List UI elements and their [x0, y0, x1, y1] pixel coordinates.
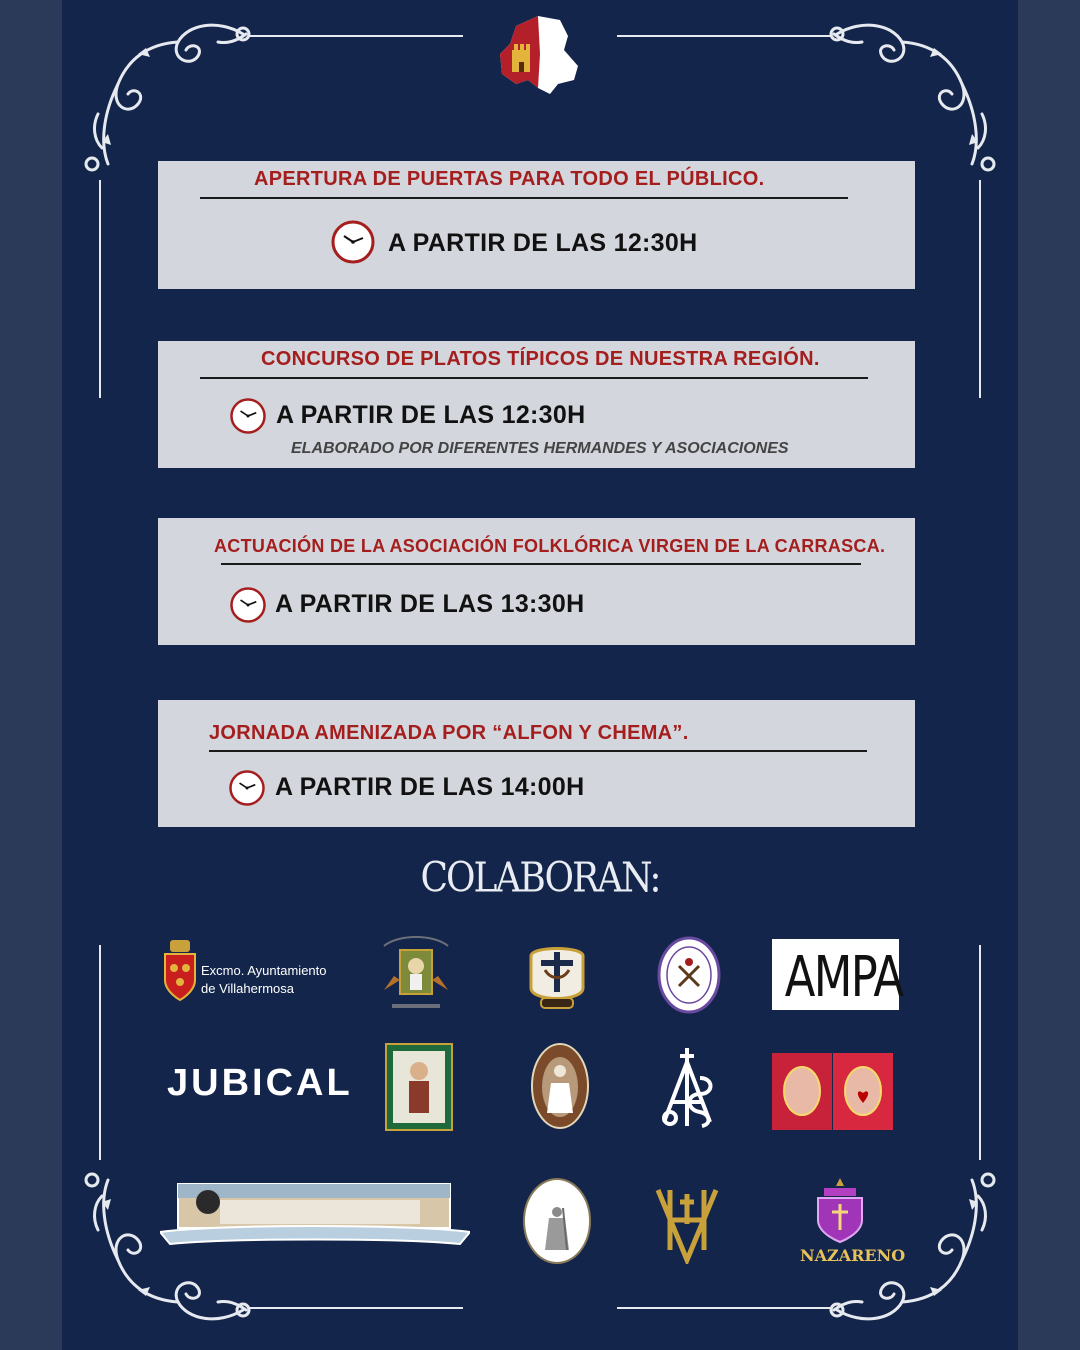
event-time: A PARTIR DE LAS 14:00H: [275, 773, 585, 801]
ayuntamiento-line-1: Excmo. Ayuntamiento: [201, 963, 327, 978]
right-blur-edge: [1018, 0, 1080, 1350]
castilla-la-mancha-map-icon: [498, 14, 584, 96]
frame-top-right-line: [617, 35, 832, 37]
ornamental-flourish-icon: [78, 14, 258, 174]
colaboran-heading: COLABORAN:: [420, 854, 660, 903]
frame-bottom-left-line: [248, 1307, 463, 1309]
hermandad-virgen-carrasca-logo: [160, 1180, 470, 1248]
sacred-heart-logo: [772, 1053, 893, 1130]
saint-image-logo: [385, 1043, 453, 1131]
circular-brotherhood-seal: [657, 936, 721, 1014]
event-time: A PARTIR DE LAS 13:30H: [275, 590, 585, 618]
clock-icon: [229, 397, 267, 435]
folk-association-logo: [378, 930, 454, 1014]
event-panel-2: [158, 341, 915, 468]
virgin-oval-logo: [531, 1043, 589, 1129]
event-divider: [200, 197, 848, 199]
ornamental-flourish-icon: [822, 14, 1002, 174]
gold-monogram-logo: [650, 1184, 724, 1264]
event-divider: [221, 563, 861, 565]
frame-left-upper-line: [99, 180, 101, 398]
event-title: CONCURSO DE PLATOS TÍPICOS DE NUESTRA REGIÓN.: [261, 348, 820, 370]
frame-top-left-line: [248, 35, 463, 37]
event-subtitle: ELABORADO POR DIFERENTES HERMANDES Y ASOCIACIONES: [291, 440, 789, 457]
clock-icon: [228, 769, 266, 807]
event-panel-3: [158, 518, 915, 645]
ampa-logo: [772, 939, 903, 1010]
brotherhood-cross-logo: [521, 940, 593, 1012]
left-blur-edge: [0, 0, 62, 1350]
event-divider: [209, 750, 867, 752]
nazareno-label: NAZARENO: [800, 1246, 906, 1265]
event-title: APERTURA DE PUERTAS PARA TODO EL PÚBLICO.: [254, 168, 765, 190]
frame-right-upper-line: [979, 180, 981, 398]
ayuntamiento-label: [201, 962, 327, 998]
event-panel-4: [158, 700, 915, 827]
ayuntamiento-line-2: de Villahermosa: [201, 981, 294, 996]
clock-icon: [229, 586, 267, 624]
frame-right-lower-line: [979, 945, 981, 1160]
clock-icon: [330, 219, 376, 265]
event-time: A PARTIR DE LAS 12:30H: [388, 229, 698, 257]
coat-of-arms-icon: [162, 940, 198, 1002]
ampa-label: AMPA: [784, 945, 903, 1010]
nazareno-emblem-logo: [810, 1176, 870, 1244]
event-title: JORNADA AMENIZADA POR “ALFON Y CHEMA”.: [209, 722, 689, 744]
monogram-logo: [650, 1042, 724, 1132]
san-urbano-seal: [523, 1178, 591, 1264]
frame-bottom-right-line: [617, 1307, 832, 1309]
frame-left-lower-line: [99, 945, 101, 1160]
event-time: A PARTIR DE LAS 12:30H: [276, 401, 586, 429]
jubical-logo: JUBICAL: [167, 1062, 353, 1104]
event-panel-1: [158, 161, 915, 289]
event-title: ACTUACIÓN DE LA ASOCIACIÓN FOLKLÓRICA VIRGEN DE LA CARRASCA.: [214, 536, 886, 556]
event-divider: [200, 377, 868, 379]
